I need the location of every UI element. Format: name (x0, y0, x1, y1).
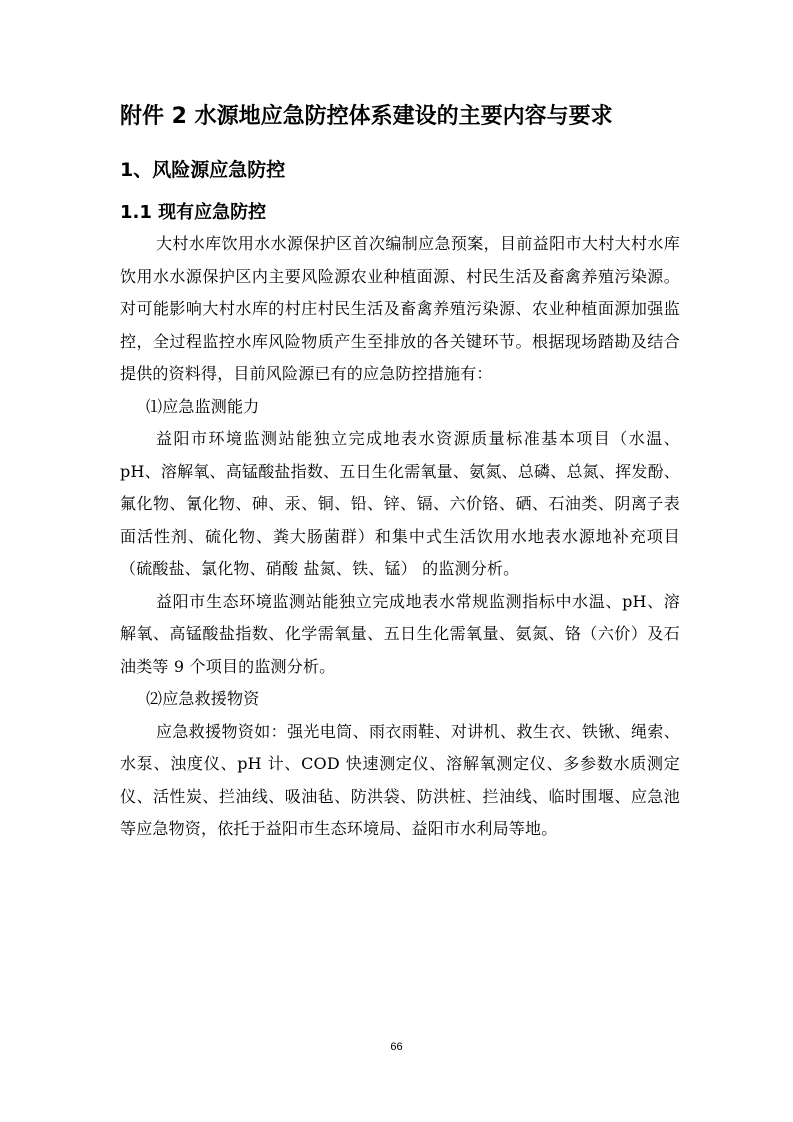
paragraph-eco-monitoring-station: 益阳市生态环境监测站能独立完成地表水常规监测指标中水温、pH、溶解氧、高锰酸盐指数、化学需氧量、五日生化需氧量、氨氮、铬（六价）及石油类等 9 个项目的监测分析。 (120, 591, 680, 676)
subsection-heading: 1.1 现有应急防控 (120, 202, 267, 223)
document-title: 附件 2 水源地应急防控体系建设的主要内容与要求 (120, 104, 613, 129)
page-number: 66 (390, 1041, 403, 1053)
paragraph-intro: 大村水库饮用水水源保护区首次编制应急预案，目前益阳市大村大村水库饮用水水源保护区内主要风险源农业种植面源、村民生活及畜禽养殖污染源。对可能影响大村水库的村庄村民生活及畜禽养殖污染源、农业种植面源加强监控，全过程监控水库风险物质产生至排放的各关键环节。根据现场踏勘及结合提供的资料得，目前风险源已有的应急防控措施有： (120, 234, 680, 383)
list-item-monitoring-capability: ⑴应急监测能力 (146, 396, 260, 416)
body-text (120, 228, 680, 846)
paragraph-rescue-supplies: 应急救援物资如：强光电筒、雨衣雨鞋、对讲机、救生衣、铁锹、绳索、水泵、浊度仪、pH 计、COD 快速测定仪、溶解氧测定仪、多参数水质测定仪、活性炭、拦油线、吸油毡、防洪袋、防洪桩、拦油线、临时围堰、应急池等应急物资，依托于益阳市生态环境局、益阳市水利局等地。 (120, 721, 680, 838)
paragraph-monitoring-station: 益阳市环境监测站能独立完成地表水资源质量标准基本项目（水温、pH、溶解氧、高锰酸盐指数、五日生化需氧量、氨氮、总磷、总氮、挥发酚、氟化物、氰化物、砷、汞、铜、铅、锌、镉、六价铬、硒、石油类、阴离子表面活性剂、硫化物、粪大肠菌群）和集中式生活饮用水地表水源地补充项目（硫酸盐、氯化物、硝酸 盐氮、铁、锰） 的监测分析。 (120, 429, 680, 578)
section-heading: 1、风险源应急防控 (120, 159, 286, 181)
list-item-rescue-supplies: ⑵应急救援物资 (146, 689, 260, 708)
